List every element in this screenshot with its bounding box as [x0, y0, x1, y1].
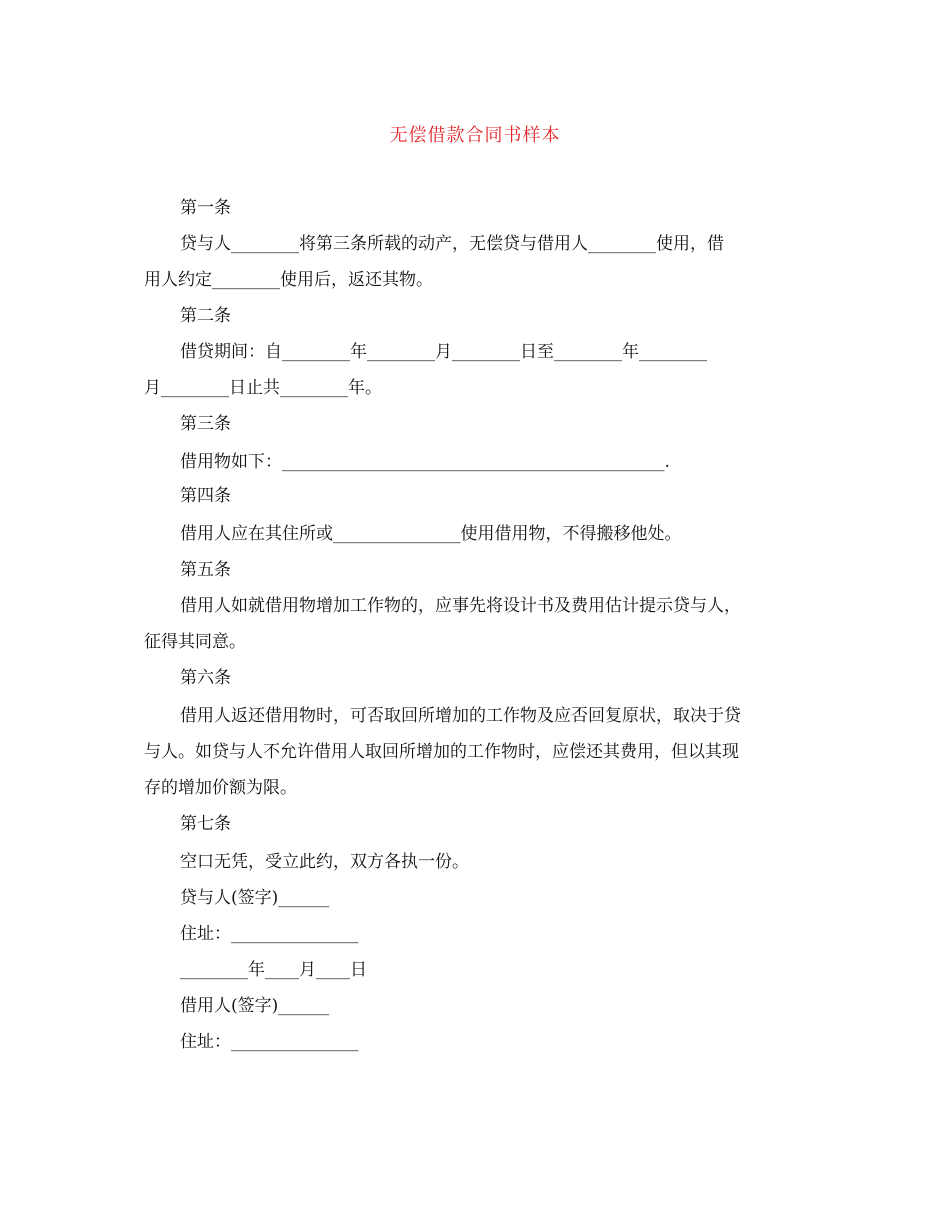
article-3-heading: 第三条: [180, 414, 231, 434]
document-title: 无偿借款合同书样本: [389, 125, 561, 146]
article-7-heading: 第七条: [180, 814, 231, 834]
article-2-heading: 第二条: [180, 306, 231, 326]
article-5-text: 借用人如就借用物增加工作物的，应事先将设计书及费用估计提示贷与人，: [180, 596, 741, 616]
lender-address-line: 住址：_______________: [180, 924, 359, 944]
article-6-text: 借用人返还借用物时，可否取回所增加的工作物及应否回复原状，取决于贷: [180, 706, 741, 726]
article-6-text-cont-1: 与人。如贷与人不允许借用人取回所增加的工作物时，应偿还其费用，但以其现: [144, 742, 739, 762]
borrower-signature-line: 借用人(签字)______: [180, 996, 330, 1016]
article-4-heading: 第四条: [180, 486, 231, 506]
article-6-text-cont-2: 存的增加价额为限。: [144, 778, 297, 798]
article-7-text: 空口无凭，受立此约，双方各执一份。: [180, 852, 469, 872]
article-5-heading: 第五条: [180, 560, 231, 580]
borrower-address-line: 住址：_______________: [180, 1032, 359, 1052]
article-1-text: 贷与人________将第三条所载的动产，无偿贷与借用人________使用，借: [180, 234, 724, 254]
article-2-text: 借贷期间：自________年________月________日至________年________: [180, 342, 707, 362]
article-4-text: 借用人应在其住所或_______________使用借用物，不得搬移他处。: [180, 524, 682, 544]
article-2-text-cont: 月________日止共________年。: [144, 378, 382, 398]
article-6-heading: 第六条: [180, 668, 231, 688]
article-1-heading: 第一条: [180, 198, 231, 218]
lender-signature-line: 贷与人(签字)______: [180, 888, 330, 908]
date-line: ________年____月____日: [180, 960, 367, 980]
article-5-text-cont: 征得其同意。: [144, 632, 246, 652]
article-1-text-cont: 用人约定________使用后，返还其物。: [144, 270, 433, 290]
article-3-text: 借用物如下：_____________________________________________.: [180, 452, 670, 472]
